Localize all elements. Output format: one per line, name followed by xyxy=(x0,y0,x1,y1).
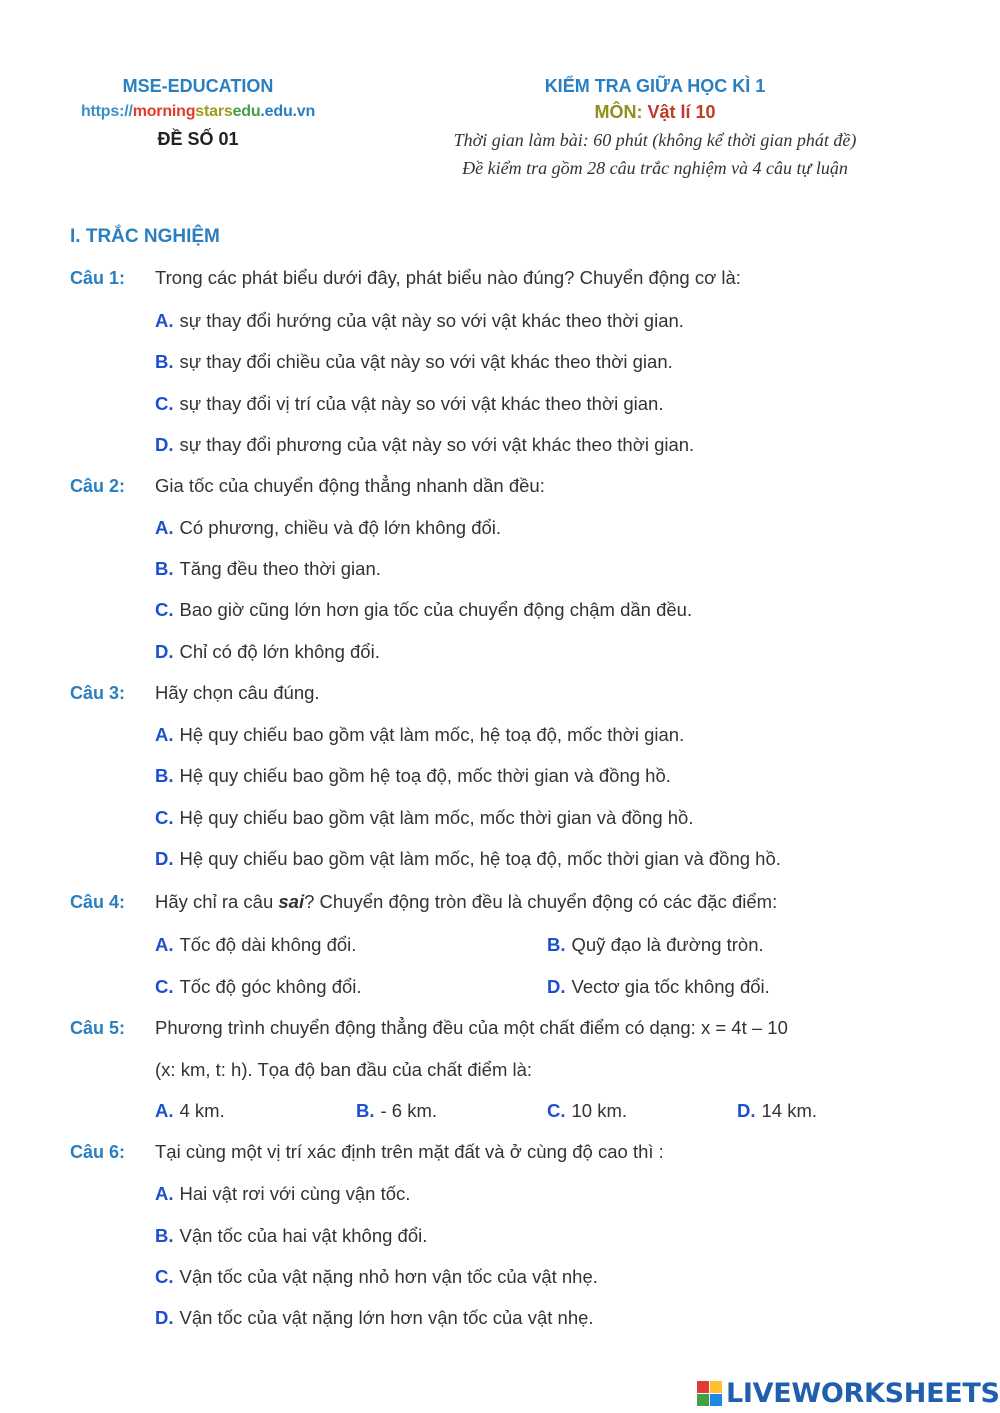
question-5-text: Phương trình chuyển động thẳng đều của một chất điểm có dạng: x = 4t – 10 xyxy=(155,1017,788,1038)
question-6-option-d[interactable]: D. Vận tốc của vật nặng lớn hơn vận tốc của vật nhẹ. xyxy=(155,1307,594,1328)
question-6-option-c[interactable]: C. Vận tốc của vật nặng nhỏ hơn vận tốc của vật nhẹ. xyxy=(155,1266,598,1287)
question-4-option-b[interactable]: B. Quỹ đạo là đường tròn. xyxy=(547,934,764,955)
question-1-option-d[interactable]: D. sự thay đổi phương của vật này so với vật khác theo thời gian. xyxy=(155,434,695,455)
question-1-text: Trong các phát biểu dưới đây, phát biểu nào đúng? Chuyển động cơ là: xyxy=(155,267,741,288)
emphasis-word: sai xyxy=(278,891,305,912)
question-3-option-d[interactable]: D. Hệ quy chiếu bao gồm vật làm mốc, hệ toạ độ, mốc thời gian và đồng hồ. xyxy=(155,848,781,869)
question-6-label: Câu 6: xyxy=(70,1142,126,1162)
subject-line xyxy=(380,98,930,126)
question-1-option-c[interactable]: C. sự thay đổi vị trí của vật này so với vật khác theo thời gian. xyxy=(155,393,664,414)
question-4-label: Câu 4: xyxy=(70,892,126,912)
question-5-text-line2: (x: km, t: h). Tọa độ ban đầu của chất điểm là: xyxy=(155,1059,533,1080)
header-left xyxy=(70,74,326,152)
question-4-option-a[interactable]: A. Tốc độ dài không đổi. xyxy=(155,934,357,955)
composition-note: Đề kiểm tra gồm 28 câu trắc nghiệm và 4 câu tự luận xyxy=(462,158,848,178)
website-url[interactable]: https://morningstarsedu.edu.vn xyxy=(80,103,316,120)
liveworksheets-logo-icon xyxy=(697,1381,722,1406)
question-3-text: Hãy chọn câu đúng. xyxy=(155,682,320,703)
section-title: I. TRẮC NGHIỆM xyxy=(70,226,220,247)
question-6-text: Tại cùng một vị trí xác định trên mặt đất và ở cùng độ cao thì : xyxy=(155,1141,664,1162)
question-3-label: Câu 3: xyxy=(70,683,126,703)
question-2-option-d[interactable]: D. Chỉ có độ lớn không đổi. xyxy=(155,641,380,662)
question-5-option-b[interactable]: B. - 6 km. xyxy=(356,1100,438,1121)
exam-number: ĐỀ SỐ 01 xyxy=(157,129,239,149)
watermark-brand: LIVEWORKSHEETS xyxy=(726,1378,1000,1409)
question-4-option-d[interactable]: D. Vectơ gia tốc không đổi. xyxy=(547,976,770,997)
time-note: Thời gian làm bài: 60 phút (không kể thời gian phát đề) xyxy=(453,130,857,150)
exam-title: KIỂM TRA GIỮA HỌC KÌ 1 xyxy=(544,76,766,96)
question-2-option-c[interactable]: C. Bao giờ cũng lớn hơn gia tốc của chuyển động chậm dần đều. xyxy=(155,599,693,620)
question-6-option-b[interactable]: B. Vận tốc của hai vật không đổi. xyxy=(155,1225,428,1246)
question-4-text: Hãy chỉ ra câu sai? Chuyển động tròn đều là chuyển động có các đặc điểm: xyxy=(155,891,778,912)
subject-value: Vật lí 10 xyxy=(647,102,716,122)
question-3-option-c[interactable]: C. Hệ quy chiếu bao gồm vật làm mốc, mốc thời gian và đồng hồ. xyxy=(155,807,694,828)
question-5-option-d[interactable]: D. 14 km. xyxy=(737,1100,818,1121)
question-3-option-b[interactable]: B. Hệ quy chiếu bao gồm hệ toạ độ, mốc thời gian và đồng hồ. xyxy=(155,765,671,786)
org-name: MSE-EDUCATION xyxy=(122,76,274,96)
question-5-option-a[interactable]: A. 4 km. xyxy=(155,1100,225,1121)
header-right xyxy=(380,74,930,182)
liveworksheets-watermark xyxy=(697,1378,1000,1409)
question-5-option-c[interactable]: C. 10 km. xyxy=(547,1100,628,1121)
question-3-option-a[interactable]: A. Hệ quy chiếu bao gồm vật làm mốc, hệ toạ độ, mốc thời gian. xyxy=(155,724,685,745)
subject-label: MÔN: xyxy=(594,102,643,122)
question-2-option-a[interactable]: A. Có phương, chiều và độ lớn không đổi. xyxy=(155,517,502,538)
question-5-label: Câu 5: xyxy=(70,1018,126,1038)
question-2-label: Câu 2: xyxy=(70,476,126,496)
question-6-option-a[interactable]: A. Hai vật rơi với cùng vận tốc. xyxy=(155,1183,411,1204)
question-2-text: Gia tốc của chuyển động thẳng nhanh dần đều: xyxy=(155,475,545,496)
question-4-option-c[interactable]: C. Tốc độ góc không đổi. xyxy=(155,976,362,997)
question-1-label: Câu 1: xyxy=(70,268,126,288)
question-1-option-b[interactable]: B. sự thay đổi chiều của vật này so với vật khác theo thời gian. xyxy=(155,351,673,372)
question-2-option-b[interactable]: B. Tăng đều theo thời gian. xyxy=(155,558,381,579)
question-1-option-a[interactable]: A. sự thay đổi hướng của vật này so với vật khác theo thời gian. xyxy=(155,310,684,331)
